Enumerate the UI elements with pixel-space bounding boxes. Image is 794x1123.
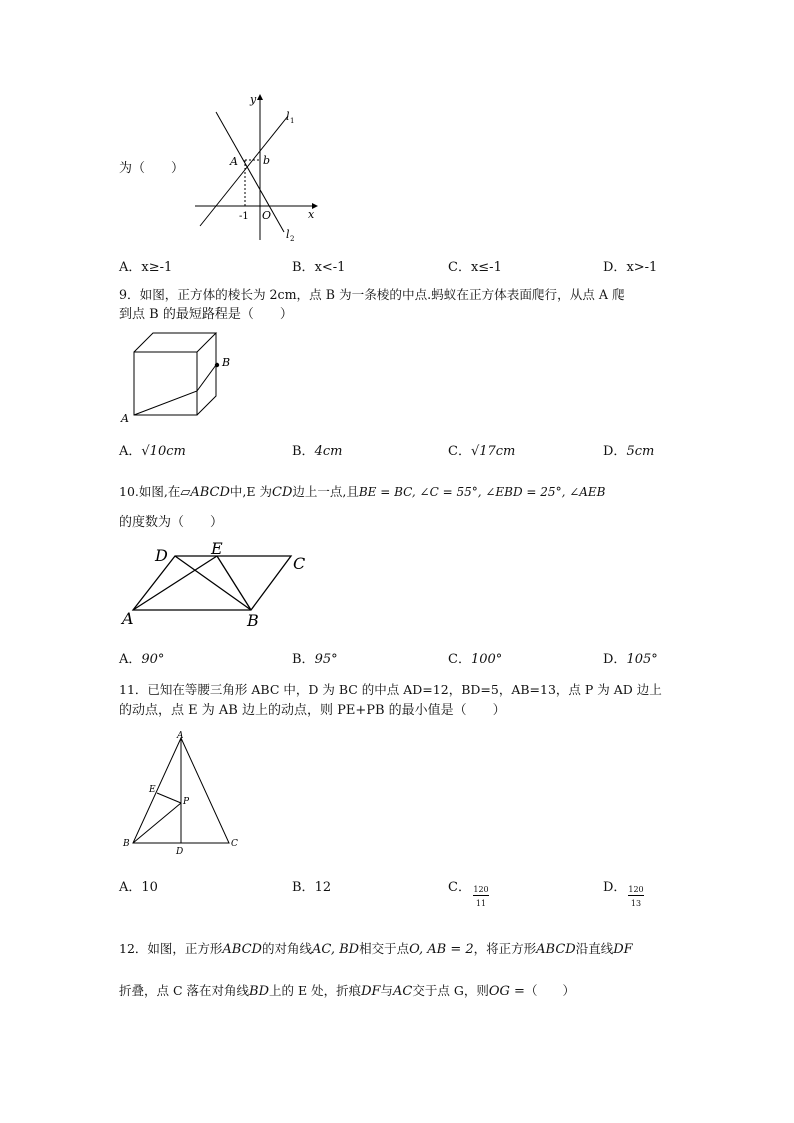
q12-stem-line1: [119, 941, 633, 958]
label-x: x: [308, 208, 315, 221]
q9-stem-line2: 到点 B 的最短路程是（ ）: [119, 307, 293, 322]
q11-option-a[interactable]: [119, 876, 158, 895]
q12-l2-text-2: 上的 E 处，折痕: [269, 983, 362, 998]
q12-text-5: 沿直线: [575, 941, 614, 956]
label-C: C: [293, 554, 306, 573]
label-y: y: [250, 93, 257, 106]
q12-l2-text-1: 折叠，点 C 落在对角线: [119, 983, 250, 998]
option-key: C．: [448, 444, 471, 459]
q11-stem-line2: 的动点，点 E 为 AB 边上的动点，则 PE+PB 的最小值是（ ）: [119, 703, 506, 718]
option-text: 90°: [141, 652, 165, 667]
option-key: D．: [603, 260, 627, 275]
line-l2: [216, 112, 284, 232]
q12-l2-math-3: AC: [393, 984, 413, 999]
option-key: C．: [448, 880, 471, 895]
q10-text-3: 边上一点,且: [292, 484, 359, 499]
cube-top-face: [134, 333, 216, 352]
q9-option-b[interactable]: [292, 440, 342, 459]
option-key: A．: [119, 444, 142, 459]
label-O: O: [262, 209, 272, 222]
q12-math-3: O, AB = 2: [409, 942, 474, 957]
y-axis-arrow: [257, 94, 263, 100]
q10-math-2: CD: [272, 485, 293, 500]
q10-option-b[interactable]: [292, 648, 338, 667]
option-key: B．: [292, 880, 315, 895]
label-l1-sub: 1: [290, 117, 295, 125]
q8-option-a[interactable]: [119, 256, 172, 275]
q10-parallelogram-figure: [117, 538, 317, 634]
q10-stem-line1: [119, 484, 606, 501]
label-l1: l: [286, 110, 290, 123]
fraction-numerator: 120: [473, 885, 489, 894]
label-A: A: [122, 609, 134, 628]
point-B-dot: [215, 363, 219, 367]
option-key: B．: [292, 444, 315, 459]
q10-text-2: 中,E 为: [229, 484, 272, 499]
q11-option-c-fraction: [473, 885, 489, 909]
label-neg1: -1: [239, 211, 249, 222]
label-A: A: [177, 731, 184, 741]
q10-option-d[interactable]: [603, 648, 658, 667]
q11-option-b[interactable]: [292, 876, 331, 895]
fraction-denominator: 11: [475, 899, 487, 908]
q8-option-c[interactable]: [448, 256, 502, 275]
segment-PB: [133, 803, 181, 843]
option-text: √10cm: [141, 444, 186, 459]
q12-l2-math-1: BD: [249, 984, 269, 999]
q12-math-4: ABCD: [536, 942, 576, 957]
option-text: 12: [314, 880, 332, 895]
q12-l2-math-4: OG =: [488, 984, 525, 999]
cube-front-face: [134, 352, 197, 415]
q12-l2-text-5: （ ）: [524, 983, 575, 998]
q11-option-d[interactable]: [603, 876, 626, 895]
q9-option-c[interactable]: [448, 440, 515, 459]
segment-DB: [175, 556, 251, 610]
q12-l2-math-2: DF: [361, 984, 381, 999]
q10-option-c[interactable]: [448, 648, 502, 667]
option-key: D．: [603, 652, 627, 667]
label-B: B: [247, 611, 259, 630]
segment-EP: [157, 793, 181, 803]
q10-math-3: BE = BC, ∠C = 55°, ∠EBD = 25°, ∠AEB: [358, 485, 606, 499]
option-key: B．: [292, 652, 315, 667]
segment-AE: [133, 556, 217, 610]
label-A: A: [230, 155, 238, 168]
option-text: 10: [141, 880, 158, 895]
label-B: B: [123, 839, 130, 849]
option-key: C．: [448, 260, 471, 275]
option-text: 105°: [626, 652, 658, 667]
option-text: x≤-1: [470, 260, 502, 275]
option-key: D．: [603, 880, 627, 895]
q9-stem-line1: 9．如图，正方体的棱长为 2cm，点 B 为一条棱的中点.蚂蚁在正方体表面爬行，从点 A 爬: [119, 287, 625, 302]
q9-option-a[interactable]: [119, 440, 186, 459]
label-b: b: [263, 154, 271, 167]
option-key: B．: [292, 260, 315, 275]
label-D: D: [176, 847, 184, 857]
q8-stem-tail: 为（ ）: [119, 161, 185, 176]
option-key: A．: [119, 880, 142, 895]
q12-math-5: DF: [613, 942, 633, 957]
option-key: A．: [119, 652, 142, 667]
option-text: 100°: [470, 652, 503, 667]
option-key: C．: [448, 652, 471, 667]
q12-stem-line2: [119, 983, 575, 1000]
label-C: C: [231, 839, 238, 849]
option-text: √17cm: [470, 444, 516, 459]
fraction-denominator: 13: [630, 899, 642, 908]
segment-EB: [217, 556, 251, 610]
q12-text-2: 的对角线: [261, 941, 312, 956]
label-D: D: [155, 546, 168, 565]
option-text: x>-1: [626, 260, 658, 275]
label-l2-sub: 2: [290, 235, 295, 243]
option-text: 95°: [314, 652, 338, 667]
label-P: P: [183, 797, 190, 807]
option-text: 5cm: [626, 444, 655, 459]
q11-stem-line1: 11．已知在等腰三角形 ABC 中，D 为 BC 的中点 AD=12，BD=5，AB=13，点 P 为 AD 边上: [119, 682, 662, 697]
option-text: 4cm: [314, 444, 343, 459]
q12-text-1: 12．如图，正方形: [119, 941, 223, 956]
option-key: D．: [603, 444, 627, 459]
q12-text-3: 相交于点: [359, 941, 410, 956]
label-A: A: [121, 412, 129, 425]
q12-text-4: ，将正方形: [473, 941, 537, 956]
q8-option-d[interactable]: [603, 256, 657, 275]
q10-stem-line2: 的度数为（ ）: [119, 515, 224, 530]
q10-math-1: ▱ABCD: [180, 485, 230, 500]
q10-option-a[interactable]: [119, 648, 164, 667]
q11-option-d-fraction: [628, 885, 644, 909]
q9-cube-figure: [117, 328, 237, 428]
label-l2: l: [286, 228, 290, 241]
ant-path: [134, 365, 216, 415]
q8-graph: [190, 88, 325, 248]
option-text: x≥-1: [141, 260, 173, 275]
q11-triangle-figure: [117, 728, 247, 858]
q10-text-1: 10.如图,在: [119, 484, 181, 499]
label-E: E: [149, 785, 156, 795]
line-l1: [200, 116, 288, 226]
option-text: x<-1: [314, 260, 346, 275]
fraction-numerator: 120: [628, 885, 644, 894]
label-B: B: [222, 356, 231, 369]
option-key: A．: [119, 260, 142, 275]
label-E: E: [211, 539, 223, 558]
q12-math-2: AC, BD: [311, 942, 360, 957]
cube-right-edges: [197, 333, 216, 415]
q12-l2-text-4: 交于点 G，则: [412, 983, 489, 998]
q12-math-1: ABCD: [222, 942, 262, 957]
q12-l2-text-3: 与: [380, 983, 394, 998]
q8-option-b[interactable]: [292, 256, 345, 275]
q9-option-d[interactable]: [603, 440, 654, 459]
q11-option-c[interactable]: [448, 876, 471, 895]
